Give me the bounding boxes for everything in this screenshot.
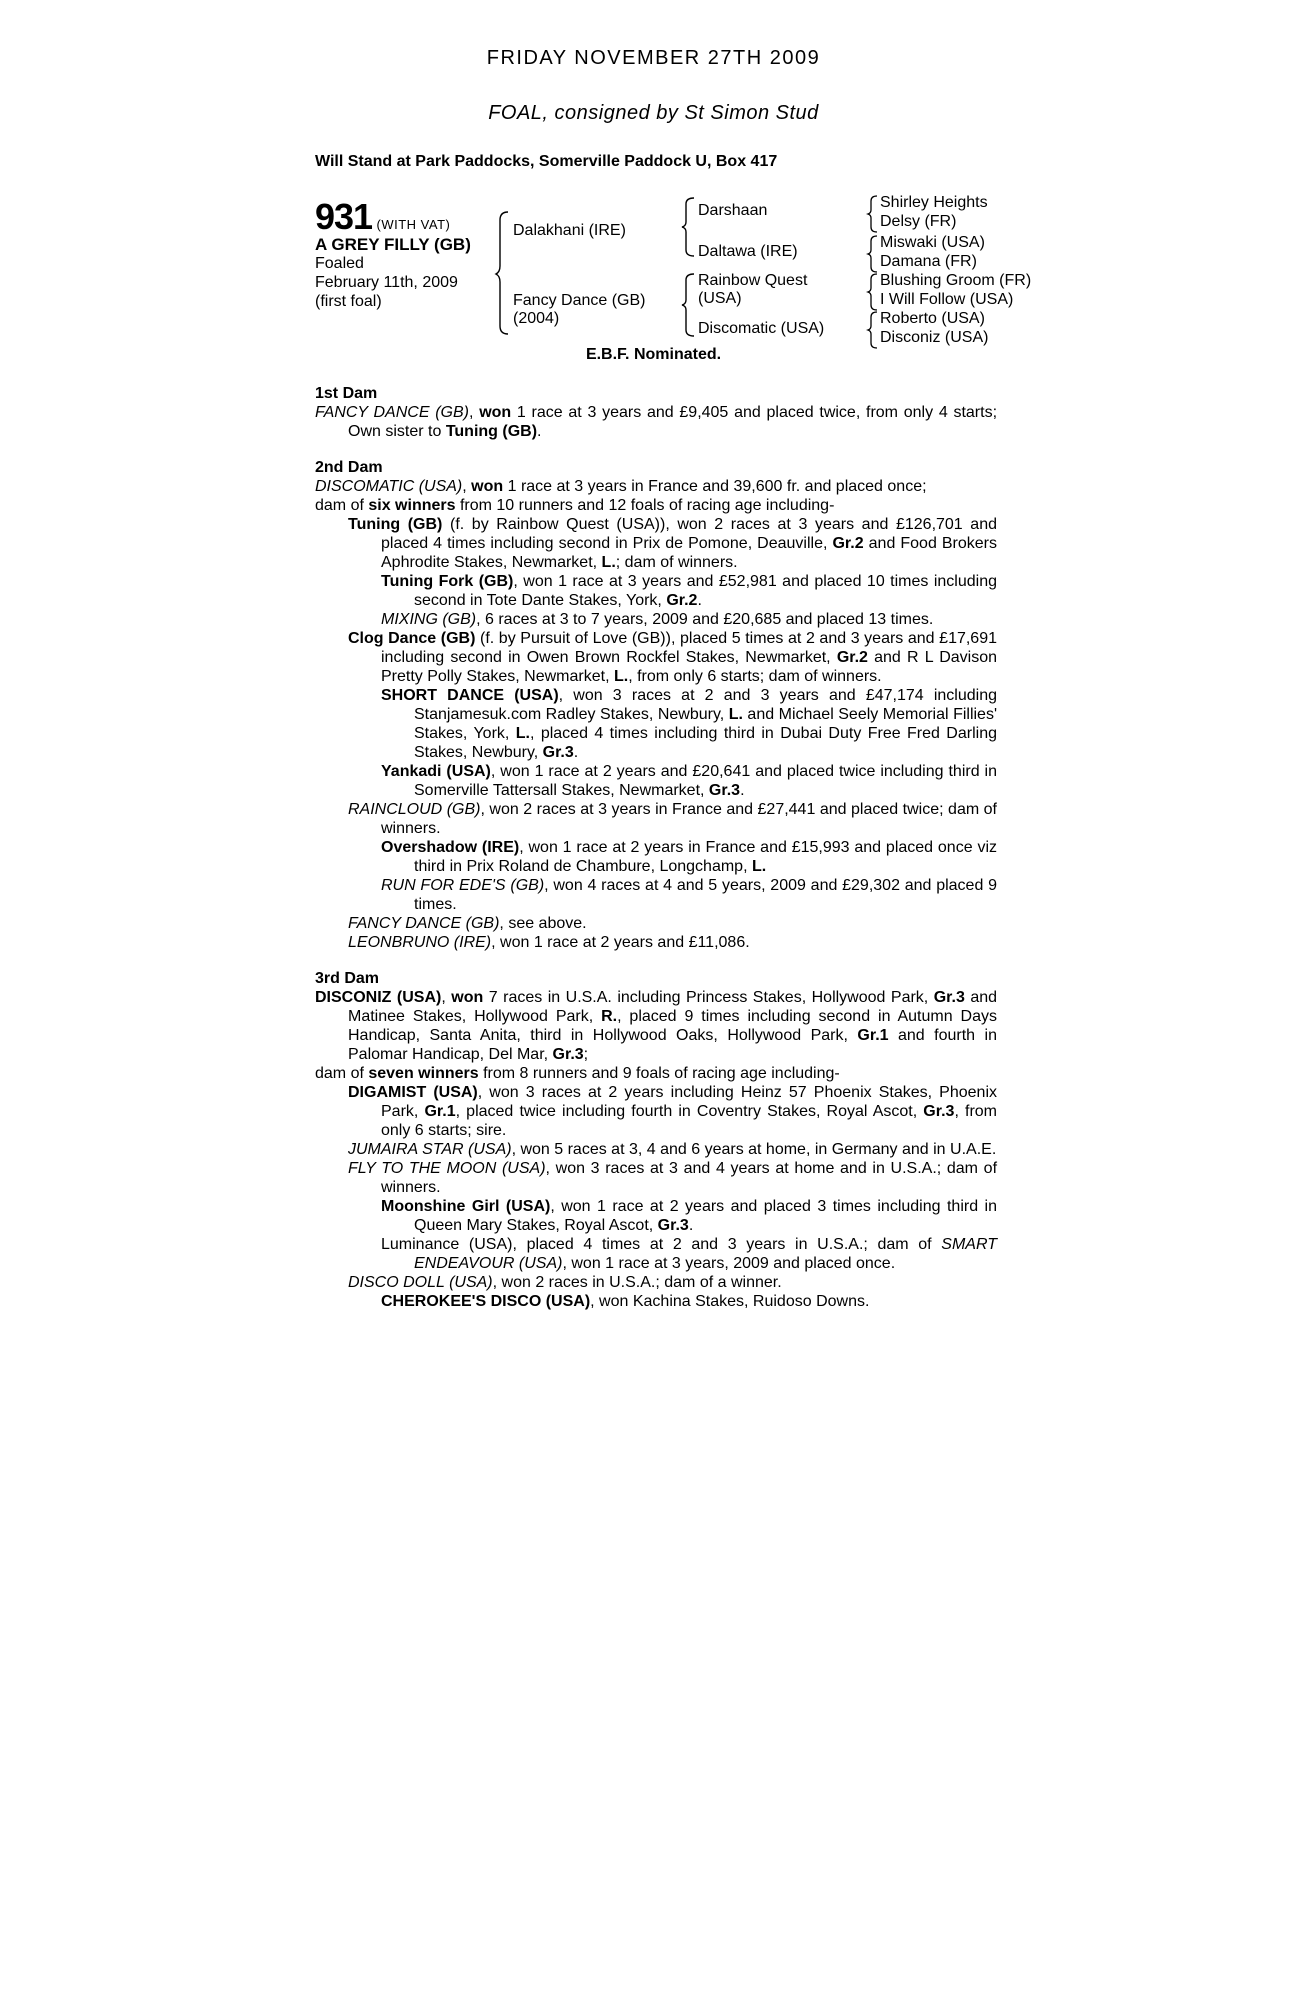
pedigree-bracket-sd xyxy=(866,234,880,274)
sire-sire: Darshaan xyxy=(698,202,768,219)
grade: L. xyxy=(751,858,767,875)
horse-name: MIXING (GB) xyxy=(381,611,477,628)
dam-dam-sire: Roberto (USA) xyxy=(880,310,985,327)
text-run: (f. by Rainbow Quest (USA)), won 2 races at 3 years and £126,701 and placed 4 times including second in Prix de Pomone, Deauville, xyxy=(381,516,997,552)
second-dam-entry xyxy=(315,477,997,496)
sale-date: FRIDAY NOVEMBER 27TH 2009 xyxy=(486,47,821,69)
produce-entry xyxy=(315,686,997,762)
text-run: , won 1 race at 2 years and placed 3 times including third in Queen Mary Stakes, Royal Ascot, xyxy=(414,1198,997,1234)
text-run: from 8 runners and 9 foals of racing age including- xyxy=(478,1065,840,1082)
produce-entry xyxy=(315,933,997,952)
grade: Gr.3 xyxy=(542,744,574,761)
first-foal-note: (first foal) xyxy=(315,293,382,310)
text-run: 7 races in U.S.A. including Princess Stakes, Hollywood Park, xyxy=(483,989,934,1006)
text-run: , won 1 race at 2 years in France and £15,993 and placed once viz third in Prix Roland de Chambure, Longchamp, xyxy=(414,839,997,875)
text-run: . xyxy=(688,1217,694,1234)
text-run: , placed 9 times including second in Autumn Days Handicap, Santa Anita, third in Hollywood Oaks, Hollywood Park, xyxy=(348,1008,997,1044)
grade: Gr.3 xyxy=(923,1103,955,1120)
horse-name: LEONBRUNO (IRE) xyxy=(348,934,492,951)
foaled-date: February 11th, 2009 xyxy=(315,274,458,291)
horse-name: DIGAMIST (USA) xyxy=(348,1084,478,1101)
text-run: , placed 4 times including third in Dubai Duty Free Fred Darling Stakes, Newbury, xyxy=(414,725,997,761)
text-run: . xyxy=(740,782,745,799)
produce-entry xyxy=(315,800,997,838)
text-run: . xyxy=(537,423,542,440)
horse-name: Moonshine Girl (USA) xyxy=(381,1198,551,1215)
second-dam-heading: 2nd Dam xyxy=(315,459,383,476)
grade: Gr.1 xyxy=(857,1027,889,1044)
text-run: dam of xyxy=(315,1065,369,1082)
grade: Gr.2 xyxy=(666,592,698,609)
text-run: , won 1 race at 3 years and £52,981 and placed 10 times including second in Tote Dante Stakes, York, xyxy=(414,573,998,609)
horse-name: SMART ENDEAVOUR (USA) xyxy=(414,1236,997,1272)
grade: L. xyxy=(728,706,743,723)
grade: Gr.3 xyxy=(708,782,741,799)
produce-entry xyxy=(315,914,997,933)
horse-name: FANCY DANCE (GB) xyxy=(348,915,500,932)
grade: Gr.2 xyxy=(836,649,868,666)
horse-name: RAINCLOUD (GB) xyxy=(348,801,481,818)
horse-name: DISCOMATIC (USA) xyxy=(315,478,463,495)
first-dam-heading: 1st Dam xyxy=(315,385,378,402)
grade: R. xyxy=(601,1008,618,1025)
text-run: and Food Brokers Aphrodite Stakes, Newmarket, xyxy=(381,535,998,571)
grade: Gr.1 xyxy=(424,1103,456,1120)
grade: L. xyxy=(601,554,616,571)
dam-dam-dam: Disconiz (USA) xyxy=(880,329,989,346)
text-run: , won 2 races in U.S.A.; dam of a winner. xyxy=(492,1274,782,1291)
sire-dam: Daltawa (IRE) xyxy=(698,243,798,260)
third-dam-entry xyxy=(315,988,997,1064)
dam-sire-line2: (USA) xyxy=(698,290,742,307)
pedigree-bracket-sire-parents xyxy=(680,196,698,258)
text-run: , won 4 races at 4 and 5 years, 2009 and £29,302 and placed 9 times. xyxy=(414,877,998,913)
text-run: , 6 races at 3 to 7 years, 2009 and £20,685 and placed 13 times. xyxy=(476,611,934,628)
horse-name: Clog Dance (GB) xyxy=(348,630,476,647)
text-run: , from only 6 starts; sire. xyxy=(381,1103,998,1139)
text-run: six winners xyxy=(368,497,456,514)
text-run: won xyxy=(479,404,512,421)
text-run: , won 3 races at 2 and 3 years and £47,174 including Stanjamesuk.com Radley Stakes, Newbury, xyxy=(414,687,997,723)
horse-name: Yankadi (USA) xyxy=(381,763,491,780)
text-run: , won Kachina Stakes, Ruidoso Downs. xyxy=(590,1293,870,1310)
text-run: , won 1 race at 2 years and £20,641 and placed twice including third in Somerville Tattersall Stakes, Newmarket, xyxy=(414,763,998,799)
text-run: won xyxy=(471,478,504,495)
text-run: seven winners xyxy=(368,1065,479,1082)
text-run: won xyxy=(451,989,484,1006)
grade: L. xyxy=(613,668,629,685)
text-run: , won 2 races at 3 years in France and £27,441 and placed twice; dam of winners. xyxy=(381,801,998,837)
produce-entry xyxy=(315,838,997,876)
text-run: , placed twice including fourth in Coventry Stakes, Royal Ascot, xyxy=(455,1103,924,1120)
horse-name: JUMAIRA STAR (USA) xyxy=(348,1141,512,1158)
produce-entry xyxy=(315,876,997,914)
produce-entry xyxy=(315,629,997,686)
sire: Dalakhani (IRE) xyxy=(513,222,626,239)
horse-name: Overshadow (IRE) xyxy=(381,839,520,856)
dam-sire-dam: I Will Follow (USA) xyxy=(880,291,1014,308)
sire-dam-sire: Miswaki (USA) xyxy=(880,234,985,251)
dam-sire-sire: Blushing Groom (FR) xyxy=(880,272,1032,289)
text-run: , won 3 races at 3 and 4 years at home and in U.S.A.; dam of winners. xyxy=(381,1160,998,1196)
horse-name: Tuning Fork (GB) xyxy=(381,573,514,590)
horse-name: Tuning (GB) xyxy=(445,423,538,440)
text-run: from 10 runners and 12 foals of racing age including- xyxy=(455,497,835,514)
text-run: , won 5 races at 3, 4 and 6 years at home, in Germany and in U.A.E. xyxy=(511,1141,997,1158)
grade: L. xyxy=(515,725,530,742)
pedigree-bracket-sire-dam xyxy=(494,210,512,336)
produce-entry xyxy=(315,515,997,572)
text-run: dam of xyxy=(315,497,369,514)
produce-entry xyxy=(315,1235,997,1273)
grade: Gr.3 xyxy=(933,989,965,1006)
text-run: , won 3 races at 2 years including Heinz 57 Phoenix Stakes, Phoenix Park, xyxy=(381,1084,998,1120)
produce-entry xyxy=(315,1292,997,1311)
sire-sire-sire: Shirley Heights xyxy=(880,194,988,211)
lot-name: A GREY FILLY (GB) xyxy=(315,235,471,254)
text-run: , won 1 race at 3 years, 2009 and placed once. xyxy=(562,1255,896,1272)
horse-name: DISCONIZ (USA) xyxy=(315,989,442,1006)
produce-entry xyxy=(315,610,997,629)
horse-name: CHEROKEE'S DISCO (USA) xyxy=(381,1293,591,1310)
text-run: ; xyxy=(583,1046,589,1063)
dam-sire-line1: Rainbow Quest xyxy=(698,272,808,289)
vat-label: (WITH VAT) xyxy=(376,217,451,232)
first-dam-entry xyxy=(315,403,997,441)
second-dam-produce xyxy=(315,496,997,515)
foaled-label: Foaled xyxy=(315,255,364,272)
grade: Gr.3 xyxy=(657,1217,689,1234)
text-run: and Michael Seely Memorial Fillies' Stakes, York, xyxy=(414,706,998,742)
horse-name: FLY TO THE MOON (USA) xyxy=(348,1160,546,1177)
text-run: , xyxy=(462,478,472,495)
text-run: ; dam of winners. xyxy=(615,554,738,571)
horse-name: DISCO DOLL (USA) xyxy=(348,1274,493,1291)
third-dam-produce xyxy=(315,1064,997,1083)
text-run: . xyxy=(573,744,579,761)
dam-name: Fancy Dance (GB) xyxy=(513,292,646,309)
pedigree-bracket-dd xyxy=(866,310,880,350)
stand-location: Will Stand at Park Paddocks, Somerville Paddock U, Box 417 xyxy=(315,153,778,170)
ebf-nominated: E.B.F. Nominated. xyxy=(585,346,722,363)
sire-dam-dam: Damana (FR) xyxy=(880,253,977,270)
horse-name: SHORT DANCE (USA) xyxy=(381,687,559,704)
produce-entry xyxy=(315,1273,997,1292)
pedigree-bracket-ss xyxy=(866,194,880,234)
produce-entry xyxy=(315,1083,997,1140)
horse-name: Tuning (GB) xyxy=(348,516,443,533)
third-dam-heading: 3rd Dam xyxy=(315,970,380,987)
dam-dam: Discomatic (USA) xyxy=(698,320,825,337)
text-run: , xyxy=(441,989,452,1006)
text-run: 1 race at 3 years in France and 39,600 fr. and placed once; xyxy=(503,478,927,495)
lot-number-line xyxy=(315,196,450,238)
produce-entry xyxy=(315,1159,997,1197)
sire-sire-dam: Delsy (FR) xyxy=(880,213,957,230)
produce-entry xyxy=(315,1197,997,1235)
text-run: , from only 6 starts; dam of winners. xyxy=(628,668,882,685)
grade: Gr.3 xyxy=(552,1046,584,1063)
text-run: and fourth in Palomar Handicap, Del Mar, xyxy=(348,1027,998,1063)
produce-entry xyxy=(315,762,997,800)
lot-number: 931 xyxy=(315,196,373,237)
grade: Gr.2 xyxy=(832,535,864,552)
text-run: , xyxy=(469,404,480,421)
text-run: , won 1 race at 2 years and £11,086. xyxy=(491,934,750,951)
text-run: . xyxy=(697,592,702,609)
horse-name: RUN FOR EDE'S (GB) xyxy=(381,877,545,894)
catalogue-text xyxy=(315,384,997,1311)
text-run: Luminance (USA), placed 4 times at 2 and 3 years in U.S.A.; dam of xyxy=(381,1236,942,1253)
horse-name: FANCY DANCE (GB) xyxy=(315,404,469,421)
pedigree-bracket-dam-parents xyxy=(680,272,698,338)
dam-year: (2004) xyxy=(513,310,560,327)
pedigree-bracket-ds xyxy=(866,272,880,312)
produce-entry xyxy=(315,572,997,610)
text-run: , see above. xyxy=(499,915,587,932)
text-run: and R L Davison Pretty Polly Stakes, Newmarket, xyxy=(381,649,998,685)
text-run: 1 race at 3 years and £9,405 and placed twice, from only 4 starts; Own sister to xyxy=(348,404,998,440)
produce-entry xyxy=(315,1140,997,1159)
consignor-line: FOAL, consigned by St Simon Stud xyxy=(488,102,819,124)
text-run: (f. by Pursuit of Love (GB)), placed 5 times at 2 and 3 years and £17,691 including second in Owen Brown Rockfel Stakes, Newmarket, xyxy=(381,630,998,666)
text-run: and Matinee Stakes, Hollywood Park, xyxy=(348,989,998,1025)
